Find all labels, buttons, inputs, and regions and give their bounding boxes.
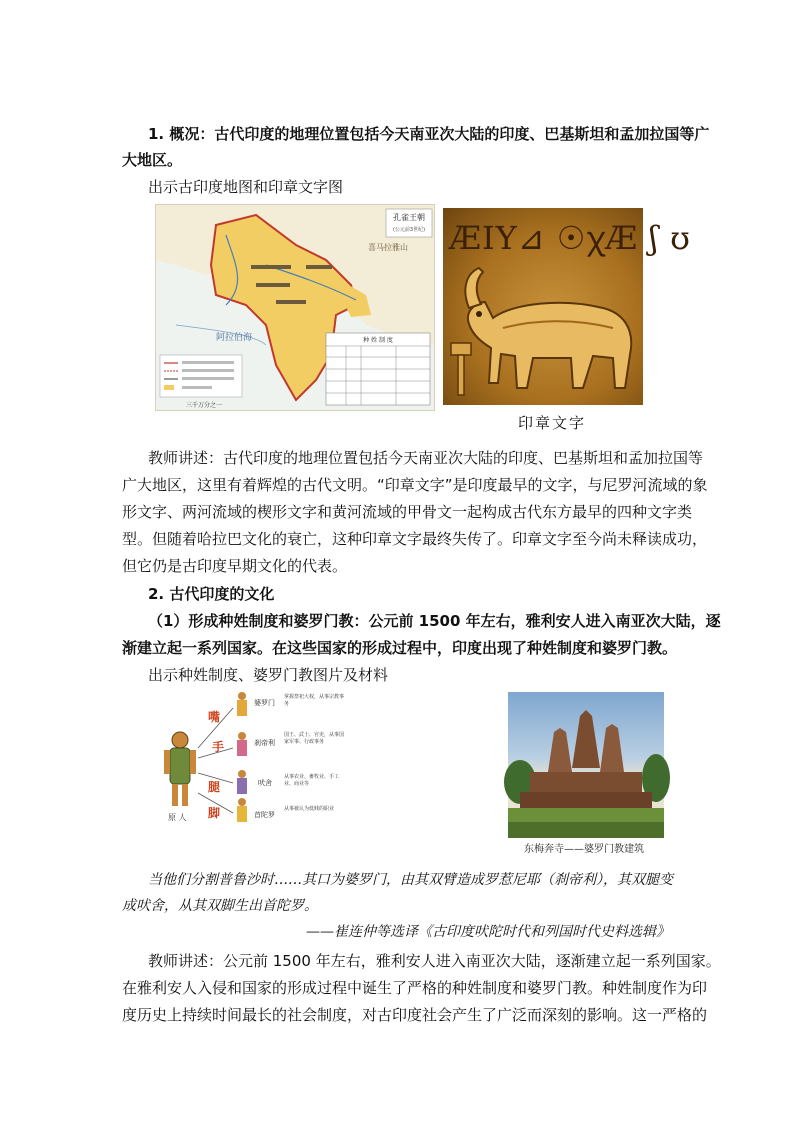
body-char-legs: 腿	[208, 780, 221, 794]
temple-graphic	[508, 692, 664, 838]
quote-line1: 当他们分割普鲁沙时……其口为婆罗门，由其双臂造成罗惹尼耶（刹帝利），其双腿变	[148, 872, 673, 888]
map-graphic	[156, 205, 434, 410]
body-char-feet: 脚	[208, 806, 221, 820]
seal-image	[443, 208, 692, 405]
caste-system-figure	[158, 688, 348, 828]
map-title: 孔雀王朝	[393, 213, 425, 222]
teacher-narration-1-line1: 教师讲述：古代印度的地理位置包括今天南亚次大陆的印度、巴基斯坦和孟加拉国等	[148, 449, 704, 467]
caste-desc-shudra: 从事被认为低贱的职业	[284, 806, 335, 812]
teacher-narration-1-line2: 广大地区，这里有着辉煌的古代文明。“印章文字”是印度最早的文字，与尼罗河流域的象	[122, 476, 708, 494]
quote-line2: 成吠舍，从其双脚生出首陀罗。	[122, 898, 318, 914]
quote-source: ——崔连仲等选译《古印度吠陀时代和列国时代史料选辑》	[306, 924, 670, 940]
section1-heading-line1: 1. 概况：古代印度的地理位置包括今天南亚次大陆的印度、巴基斯坦和孟加拉国等广	[148, 125, 710, 143]
temple-photo	[508, 692, 664, 838]
seal-script-glyphs: ÆIY⊿ ☉ꭓÆ ʃ ʊ	[449, 219, 692, 257]
section2-show-line: 出示种姓制度、婆罗门教图片及材料	[148, 666, 389, 684]
body-char-mouth: 嘴	[208, 710, 221, 724]
teacher-narration-1-line4: 型。但随着哈拉巴文化的衰亡，这种印章文字最终失传了。印章文字至今尚未释读成功，	[122, 530, 708, 548]
section1-heading-line2: 大地区。	[122, 151, 183, 169]
teacher-narration-2-line1: 教师讲述：公元前 1500 年左右，雅利安人进入南亚次大陆，逐渐建立起一系列国家。	[148, 952, 721, 970]
teacher-narration-1-line5: 但它仍是古印度早期文化的代表。	[122, 557, 348, 575]
section2-heading: 2. 古代印度的文化	[148, 585, 275, 603]
map-scale-text: 三千万分之一	[186, 402, 223, 409]
section2-sub-line2: 渐建立起一系列国家。在这些国家的形成过程中，印度出现了种姓制度和婆罗门教。	[122, 639, 678, 657]
map-subtitle: (公元前3世纪)	[392, 227, 426, 233]
caste-desc-vaishya: 从事农业、畜牧业、手工业、商业等	[284, 774, 340, 787]
bull-carving	[443, 258, 643, 405]
origin-label: 原 人	[168, 813, 187, 822]
body-char-hands: 手	[212, 740, 225, 754]
teacher-narration-1-line3: 形文字、两河流域的楔形文字和黄河流域的甲骨文一起构成古代东方最早的四种文字类	[122, 503, 693, 521]
caste-desc-brahmin: 掌握祭祀大权，从事宗教事务	[284, 694, 345, 707]
map-mountain-label: 喜马拉雅山	[368, 243, 408, 252]
caste-name-kshatriya: 刹帝利	[254, 739, 275, 747]
map-table-title: 种 姓 制 度	[363, 337, 393, 344]
caste-name-shudra: 首陀罗	[254, 811, 275, 819]
section1-show-line: 出示古印度地图和印章文字图	[148, 178, 344, 196]
teacher-narration-2-line3: 度历史上持续时间最长的社会制度，对古印度社会产生了广泛而深刻的影响。这一严格的	[122, 1006, 708, 1024]
caste-name-brahmin: 婆罗门	[254, 699, 275, 707]
caste-desc-kshatriya: 国王、武士、官吏，从事国家军事、行政事务	[284, 732, 345, 745]
section2-sub-line1: （1）形成种姓制度和婆罗门教：公元前 1500 年左右，雅利安人进入南亚次大陆，逐	[148, 612, 721, 630]
seal-caption: 印章文字	[518, 414, 587, 432]
ancient-india-map	[155, 204, 435, 411]
temple-caption: 东梅奔寺——婆罗门教建筑	[524, 844, 644, 855]
teacher-narration-2-line2: 在雅利安人入侵和国家的形成过程中诞生了严格的种姓制度和婆罗门教。种姓制度作为印	[122, 979, 708, 997]
map-sea-label: 阿拉伯海	[216, 333, 253, 343]
caste-name-vaishya: 吠舍	[258, 779, 272, 787]
